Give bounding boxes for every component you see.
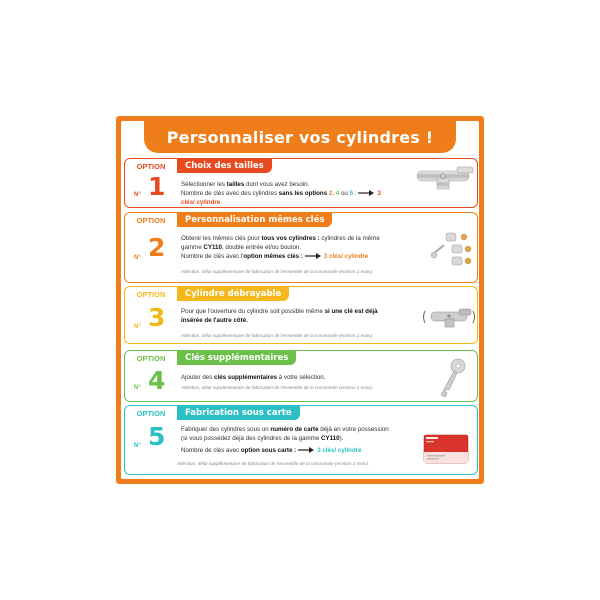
option-label: OPTION — [136, 162, 166, 171]
delay-note: Attention, délai supplémentaire de fabrication de l'ensemble de la commande (environ 1 mois). — [181, 385, 374, 390]
option-label: OPTION — [136, 354, 166, 363]
cylinder-lock-image — [415, 165, 475, 191]
delay-note: Attention, délai supplémentaire de fabrication de l'ensemble de la commande (environ 1 mois). — [181, 333, 374, 338]
number-prefix: N° — [134, 443, 141, 449]
option-3-card — [124, 286, 478, 344]
option-number: 3 — [148, 303, 166, 332]
option-number: 4 — [148, 366, 166, 395]
option-heading: Personnalisation mêmes clés — [177, 212, 332, 227]
delay-note: Attention, délai supplémentaire de fabrication de l'ensemble de la commande (environ 1 mois). — [181, 269, 374, 274]
page-title: Personnaliser vos cylindres ! — [166, 127, 434, 147]
number-prefix: N° — [134, 192, 141, 198]
option-5-card — [124, 405, 478, 475]
delay-note: Attention, délai supplémentaire de fabrication de l'ensemble de la commande (environ 1 mois). — [177, 461, 370, 466]
option-number: 1 — [148, 172, 166, 201]
option-description: Pour que l'ouverture du cylindre soit possible même si une clé est déjà insérée de l'autre côté. — [181, 308, 378, 324]
option-1-card — [124, 158, 478, 208]
option-label: OPTION — [136, 290, 166, 299]
option-description: Obtenir les mêmes clés pour tous vos cylindres : cylindres de la même gamme CY110, double entrée et/ou bouton. Nombre de clés avec l'option mêmes clés : 3 clés/ cylindre — [181, 235, 380, 260]
option-heading: Cylindre débrayable — [177, 286, 289, 301]
option-label: OPTION — [136, 216, 166, 225]
key-image — [437, 357, 467, 399]
option-4-card — [124, 350, 478, 402]
number-prefix: N° — [134, 324, 141, 330]
number-prefix: N° — [134, 255, 141, 261]
option-description: Fabriquer des cylindres sous un numéro de carte déjà en votre possession (si vous possédez déjà des cylindres de la gamme CY110). Nombre de clés avec option sous carte : 3 clés/ cylindre — [181, 426, 389, 454]
arrow-right-icon — [305, 253, 321, 259]
option-heading: Clés supplémentaires — [177, 350, 296, 365]
clutch-cylinder-image — [421, 303, 477, 331]
arrow-right-icon — [358, 190, 374, 196]
option-description: Ajouter des clés supplémentaires à votre sélection. — [181, 374, 326, 381]
option-number: 2 — [148, 233, 166, 262]
title-banner — [144, 121, 456, 153]
number-prefix: N° — [134, 385, 141, 391]
arrow-right-icon — [298, 447, 314, 453]
option-heading: Choix des tailles — [177, 158, 272, 173]
security-card-image — [423, 434, 469, 464]
option-2-card — [124, 212, 478, 283]
option-description: Sélectionner les tailles dont vous avez besoin. Nombre de clés avec des cylindres sans les options 2, 4 ou 5 : 3 clés/ cylindre — [181, 181, 381, 206]
option-number: 5 — [148, 422, 166, 451]
option-heading: Fabrication sous carte — [177, 405, 300, 420]
keyed-cylinders-image — [430, 231, 474, 271]
option-label: OPTION — [136, 409, 166, 418]
